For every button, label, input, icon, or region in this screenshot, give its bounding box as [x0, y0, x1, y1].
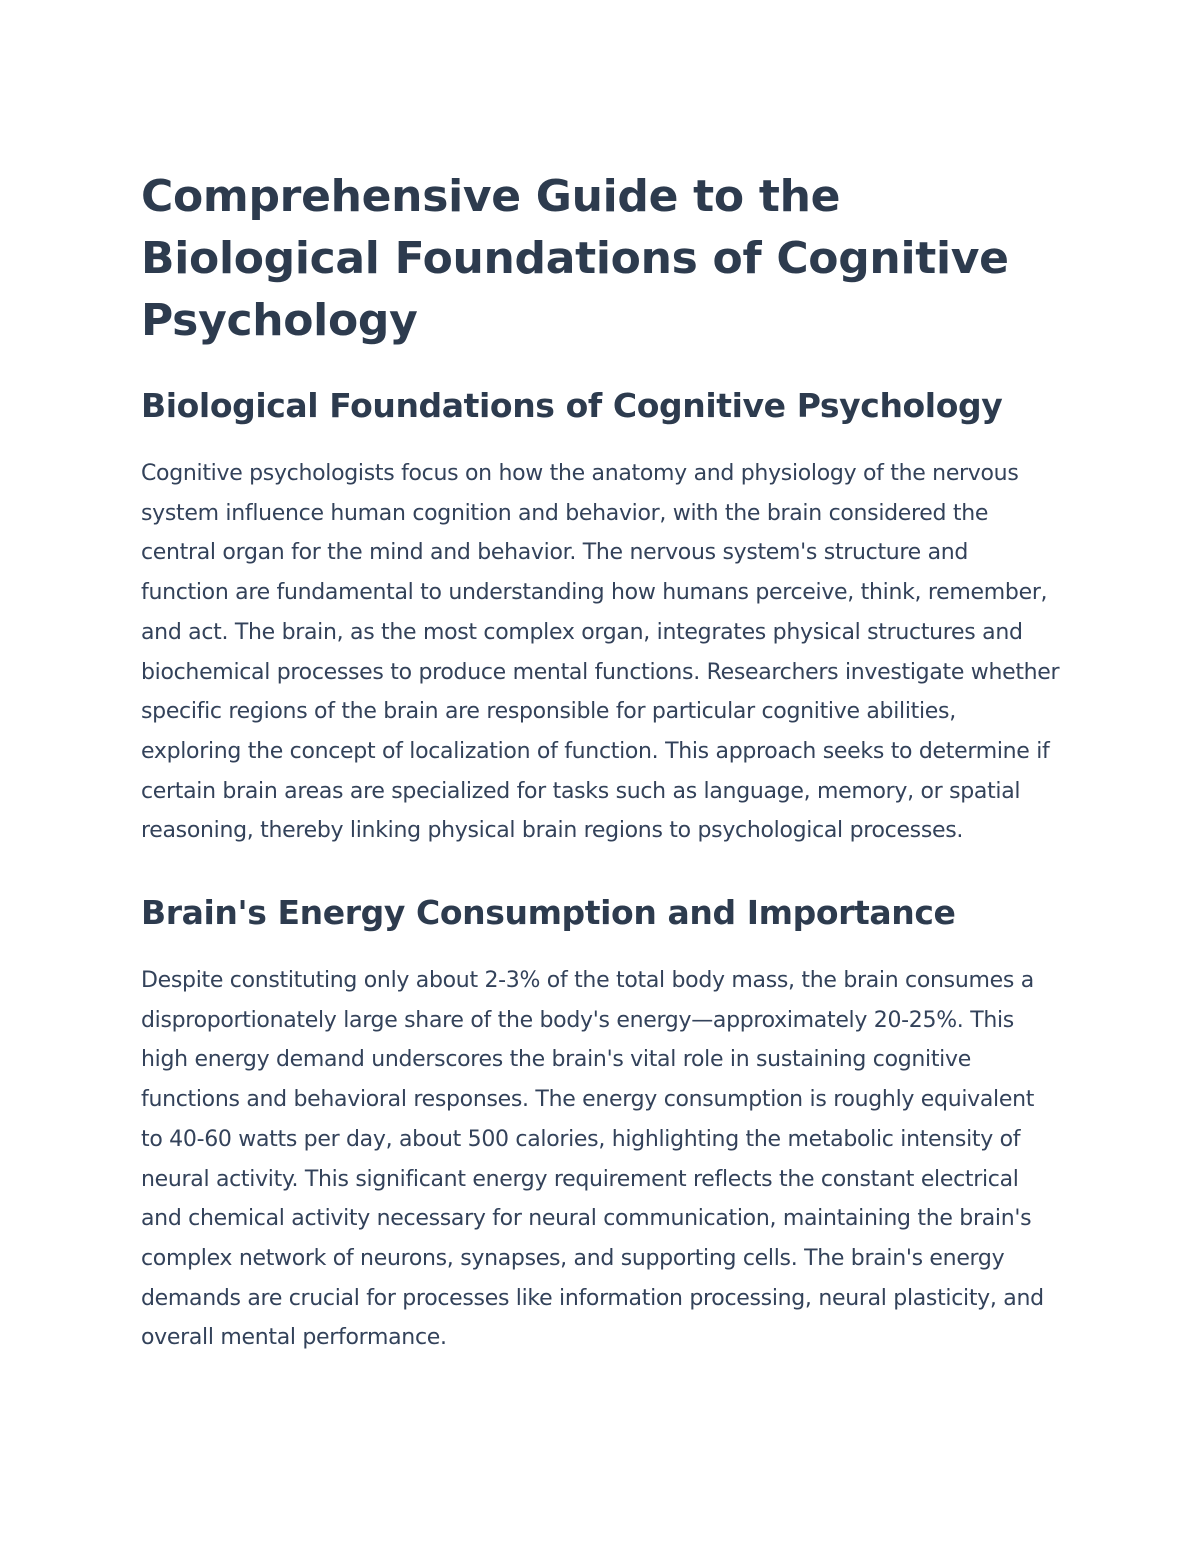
- section-energy-consumption: [141, 891, 1061, 1358]
- section-biological-foundations: [141, 384, 1061, 851]
- section-heading: Brain's Energy Consumption and Importance: [141, 893, 956, 933]
- section-paragraph: Cognitive psychologists focus on how the anatomy and physiology of the nervous system influence human cognition and behavior, with the brain considered the central organ for the mind and behavior. The nervous system's structure and function are fundamental to understanding how humans perceive, think, remember, and act. The brain, as the most complex organ, integrates physical structures and biochemical processes to produce mental functions. Researchers investigate whether specific regions of the brain are responsible for particular cognitive abilities, exploring the concept of localization of function. This approach seeks to determine if certain brain areas are specialized for tasks such as language, memory, or spatial reasoning, thereby linking physical brain regions to psychological processes.: [141, 461, 1060, 844]
- section-paragraph: Despite constituting only about 2-3% of the total body mass, the brain consumes a disproportionately large share of the body's energy—approximately 20-25%. This high energy demand underscores the brain's vital role in sustaining cognitive functions and behavioral responses. The energy consumption is roughly equivalent to 40-60 watts per day, about 500 calories, highlighting the metabolic intensity of neural activity. This significant energy requirement reflects the constant electrical and chemical activity necessary for neural communication, maintaining the brain's complex network of neurons, synapses, and supporting cells. The brain's energy demands are crucial for processes like information processing, neural plasticity, and overall mental performance.: [141, 968, 1044, 1351]
- document-page: [141, 166, 1061, 1358]
- section-heading: Biological Foundations of Cognitive Psychology: [141, 386, 1003, 425]
- document-title: Comprehensive Guide to the Biological Foundations of Cognitive Psychology: [141, 171, 1009, 346]
